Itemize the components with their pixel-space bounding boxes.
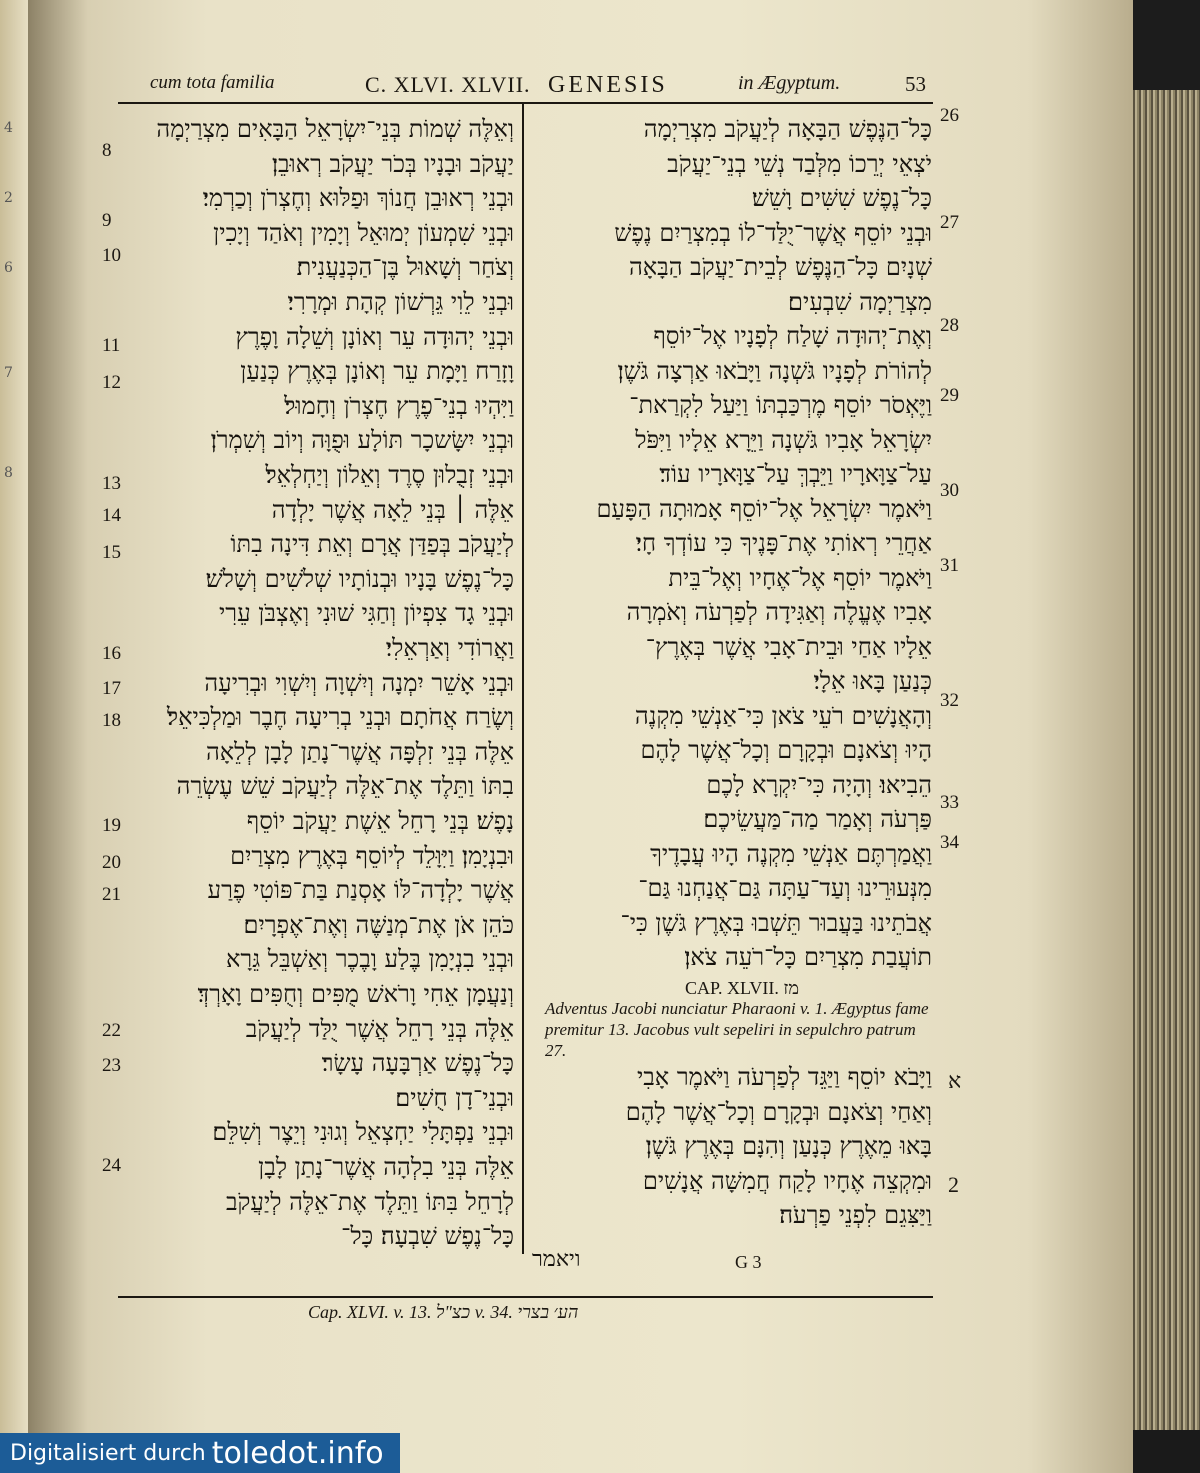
verse-number: א: [948, 1068, 962, 1093]
verse-number: 33: [940, 792, 959, 813]
left-text-column: [118, 112, 514, 1282]
text-line: וַיֶּאְסֹר יוֹסֵף מֶרְכַּבְתּוֹ וַיַּעַל לִקְרַאת־: [629, 391, 932, 419]
text-line: וּבִנְיָמִן׃ וַיִּוָּלֵד לְיוֹסֵף בְּאֶרֶץ מִצְרַיִם: [230, 841, 514, 870]
verse-number: 17: [102, 678, 121, 699]
text-line: אֲבֹתֵינוּ בַּעֲבוּר תֵּשְׁבוּ בְּאֶרֶץ גֹּשֶׁן כִּי־: [620, 908, 932, 937]
footnote: Cap. XLVI. v. 13. כצ"ל v. 34. הע׳ בצרי: [308, 1302, 579, 1322]
verse-number: 32: [940, 690, 959, 711]
text-line: וּבְנֵי־דָן חֻשִׁים׃: [395, 1083, 514, 1112]
verse-number: 12: [102, 372, 121, 393]
text-line: וַאֲרוֹדִי וְאַרְאֵלִי׃: [385, 634, 514, 662]
text-line: כָּל־נֶפֶשׁ בָּנָיו וּבְנוֹתָיו שְׁלֹשִׁים וְשָׁלֹשׁ׃: [205, 564, 514, 593]
verse-number: 19: [102, 815, 121, 836]
text-line: כָּל־נֶפֶשׁ אַרְבָּעָה עָשָׂר׃: [321, 1049, 514, 1078]
facing-page-edge: 4 2 6 7 8: [0, 0, 28, 1473]
running-head-book: GENESIS: [548, 72, 668, 98]
text-line: אֵלֶּה בְּנֵי בִלְהָה אֲשֶׁר־נָתַן לָבָן: [258, 1153, 514, 1181]
text-line: וְאֶת־יְהוּדָה שָׁלַח לְפָנָיו אֶל־יוֹסֵף: [653, 322, 932, 350]
text-line: וּבְנֵי בִנְיָמִן בֶּלַע וָבֶכֶר וְאַשְׁבֵּל גֵּרָא: [226, 945, 514, 974]
text-line: אָבִיו אֶעֱלֶה וְאַגִּידָה לְפַרְעֹה וְאֹמְרָה: [626, 598, 932, 626]
text-line: וְנַעֲמָן אֵחִי וָרֹאשׁ מֻפִּים וְחֻפִּים וָאָרְדְּ׃: [197, 980, 514, 1008]
text-line: אֵלֶּה בְּנֵי רָחֵל אֲשֶׁר יֻלַּד לְיַעֲקֹב: [245, 1014, 514, 1043]
verse-number: 9: [102, 210, 112, 231]
text-line: וְצֹחַר וְשָׁאוּל בֶּן־הַכְּנַעֲנִית׃: [296, 253, 514, 282]
text-line: אֲשֶׁר יָלְדָה־לּוֹ אָסְנַת בַּת־פּוֹטִי פֶרַע: [207, 876, 514, 905]
text-line: מִנְּעוּרֵינוּ וְעַד־עַתָּה גַּם־אֲנַחְנוּ גַּם־: [638, 874, 932, 902]
verse-number: 26: [940, 105, 959, 126]
text-line: כָּל־נֶפֶשׁ שִׁבְעָה׃ כָּל־: [341, 1222, 514, 1251]
text-line: וָזָרַח וַיָּמָת עֵר וְאוֹנָן בְּאֶרֶץ כְּנַעַן: [240, 357, 514, 386]
text-line: תוֹעֲבַת מִצְרַיִם כָּל־רֹעֵה צֹאן׃: [684, 943, 932, 971]
text-line: אֵלֶּה בְּנֵי זִלְפָּה אֲשֶׁר־נָתַן לָבָן לְלֵאָה: [205, 737, 514, 766]
digitization-watermark[interactable]: [0, 1433, 400, 1473]
signature-mark: G 3: [735, 1252, 762, 1272]
chapter-summary: Adventus Jacobi nunciatur Pharaoni v. 1. Ægyptus fame premitur 13. Jacobus vult sepeliri in sepulchro patrum 27.: [545, 999, 929, 1060]
verse-number: 27: [940, 212, 959, 233]
text-line: וְאַחַי וְצֹאנָם וּבְקָרָם וְכָל־אֲשֶׁר לָהֶם: [625, 1097, 932, 1126]
text-line: וּבְנֵי אָשֵׁר יִמְנָה וְיִשְׁוָה וְיִשְׁוִי וּבְרִיעָה: [204, 668, 514, 697]
text-line: וְהָאֲנָשִׁים רֹעֵי צֹאן כִּי־אַנְשֵׁי מִקְנֶה: [634, 701, 932, 730]
verse-number: 24: [102, 1155, 121, 1176]
text-line: אַחֲרֵי רְאוֹתִי אֶת־פָּנֶיךָ כִּי עוֹדְךָ חָי׃: [635, 529, 932, 557]
text-line: וּבְנֵי יִשָּׂשכָר תּוֹלָע וּפֻוָּה וְיוֹב וְשִׁמְרֹן׃: [210, 426, 514, 455]
text-line: אֵלָיו אַחַי וּבֵית־אָבִי אֲשֶׁר בְּאֶרֶץ־: [645, 632, 932, 661]
text-line: וּבְנֵי שִׁמְעוֹן יְמוּאֵל וְיָמִין וְאֹהַד וְיָכִין: [213, 218, 514, 247]
column-divider: [522, 104, 524, 1254]
verse-number: 30: [940, 480, 959, 501]
verse-number: 29: [940, 385, 959, 406]
watermark-prefix: Digitalisiert durch: [10, 1440, 206, 1466]
text-line: כָּל־הַנֶּפֶשׁ הַבָּאָה לְיַעֲקֹב מִצְרַיְמָה: [643, 115, 932, 143]
text-line: וּבְנֵי נַפְתָּלִי יַחְצְאֵל וְגוּנִי וְיֵצֶר וְשִׁלֵּם׃: [212, 1118, 514, 1147]
text-line: וַיָּבֹא יוֹסֵף וַיַּגֵּד לְפַרְעֹה וַיֹּאמֶר אָבִי: [636, 1063, 932, 1091]
text-line: בִתּוֹ וַתֵּלֶד אֶת־אֵלֶּה לְיַעֲקֹב שֵׁשׁ עֶשְׂרֵה: [176, 772, 514, 801]
text-line: מִצְרַיְמָה שִׁבְעִים׃: [788, 287, 932, 316]
right-text-column: [532, 112, 932, 1262]
text-line: לְיַעֲקֹב בְּפַדַּן אֲרָם וְאֵת דִּינָה בִתּוֹ: [230, 530, 514, 559]
text-line: וַאֲמַרְתֶּם אַנְשֵׁי מִקְנֶה הָיוּ עֲבָדֶיךָ: [650, 839, 932, 868]
verse-number: 2: [948, 1172, 959, 1197]
footer-rule: [118, 1296, 933, 1298]
verse-number: 8: [102, 140, 112, 161]
verse-number: 15: [102, 542, 121, 563]
verse-number: 23: [102, 1055, 121, 1076]
text-line: עַל־צַוָּארָיו וַיֵּבְךְּ עַל־צַוָּארָיו עוֹד׃: [659, 460, 932, 488]
text-line: יַעֲקֹב וּבָנָיו בְּכֹר יַעֲקֹב רְאוּבֵן׃: [271, 149, 514, 178]
page-number: 53: [905, 72, 926, 96]
verse-number: 28: [940, 315, 959, 336]
header-rule: [118, 102, 933, 104]
text-line: וּבְנֵי גָד צִפְיוֹן וְחַגִּי שׁוּנִי וְאֶצְבֹּן עֵרִי: [219, 599, 514, 628]
text-line: וּבְנֵי רְאוּבֵן חֲנוֹךְ וּפַלּוּא וְחֶצְרֹן וְכַרְמִי׃: [202, 184, 514, 213]
text-line: פַּרְעֹה וְאָמַר מַה־מַּעֲשֵׂיכֶם׃: [703, 805, 932, 833]
text-line: לְרָחֵל בִּתּוֹ וַתֵּלֶד אֶת־אֵלֶּה לְיַעֲקֹב: [225, 1187, 514, 1216]
verse-number: 14: [102, 505, 121, 526]
watermark-site-link[interactable]: toledot.info: [211, 1435, 384, 1471]
text-line: הָיוּ וְצֹאנָם וּבְקָרָם וְכָל־אֲשֶׁר לָהֶם: [640, 736, 932, 764]
text-line: וַיֹּאמֶר יִשְׂרָאֵל אֶל־יוֹסֵף אָמוּתָה הַפָּעַם: [596, 494, 932, 523]
text-line: כָּל־נֶפֶשׁ שִׁשִּׁים וָשֵׁשׁ׃: [751, 184, 932, 212]
verse-number: 31: [940, 555, 959, 576]
running-head-right: in Ægyptum.: [738, 72, 841, 94]
verse-number: 34: [940, 832, 959, 853]
text-line: וּמִקְצֵה אֶחָיו לָקַח חֲמִשָּׁה אֲנָשִׁים: [642, 1166, 932, 1195]
running-head-chapters: C. XLVI. XLVII.: [365, 72, 531, 97]
text-line: נָפֶשׁ׃ בְּנֵי רָחֵל אֵשֶׁת יַעֲקֹב יוֹסֵף: [246, 807, 514, 835]
page-edges: [1133, 90, 1200, 1430]
text-line: הֵבִיאוּ׃ וְהָיָה כִּי־יִקְרָא לָכֶם: [706, 770, 932, 799]
text-line: וְשֶׂרַח אֲחֹתָם וּבְנֵי בְרִיעָה חֶבֶר וּמַלְכִּיאֵל׃: [166, 703, 514, 732]
text-line: יִשְׂרָאֵל אָבִיו גֹּשְׁנָה וַיֵּרָא אֵלָיו וַיִּפֹּל: [635, 425, 932, 454]
running-head-left: cum tota familia: [150, 72, 275, 93]
text-line: וּבְנֵי לֵוִי גֵּרְשׁוֹן קְהָת וּמְרָרִי׃: [287, 288, 514, 316]
text-line: וּבְנֵי זְבֻלוּן סֶרֶד וְאֵלוֹן וְיַחְלְאֵל׃: [265, 461, 514, 489]
background: [1133, 0, 1200, 90]
text-line: שְׁנָיִם כָּל־הַנֶּפֶשׁ לְבֵית־יַעֲקֹב הַבָּאָה: [628, 253, 932, 281]
text-line: יֹצְאֵי יְרֵכוֹ מִלְּבַד נְשֵׁי בְנֵי־יַעֲקֹב: [667, 149, 932, 178]
verse-number: 11: [102, 335, 121, 356]
verse-number: 22: [102, 1020, 121, 1041]
text-line: וַיִּהְיוּ בְנֵי־פֶרֶץ חֶצְרֹן וְחָמוּל׃: [284, 391, 514, 420]
verse-number: 10: [102, 245, 121, 266]
verse-number: 16: [102, 643, 121, 664]
text-line: וַיֹּאמֶר יוֹסֵף אֶל־אֶחָיו וְאֶל־בֵּית: [668, 563, 932, 592]
text-line: כְּנַעַן בָּאוּ אֵלָי׃: [813, 667, 932, 695]
text-line: וְאֵלֶּה שְׁמוֹת בְּנֵי־יִשְׂרָאֵל הַבָּאִים מִצְרַיְמָה: [156, 115, 514, 143]
text-line: בָּאוּ מֵאֶרֶץ כְּנָעַן וְהִנָּם בְּאֶרֶץ גֹּשֶׁן׃: [645, 1132, 932, 1160]
text-line: לְהוֹרֹת לְפָנָיו גֹּשְׁנָה וַיָּבֹאוּ אַרְצָה גֹּשֶׁן׃: [617, 356, 932, 385]
text-line: וּבְנֵי יְהוּדָה עֵר וְאוֹנָן וְשֵׁלָה וָפֶרֶץ: [235, 322, 514, 351]
chapter-heading: CAP. XLVII. מז: [685, 978, 800, 998]
catchword: ויאמר: [532, 1247, 581, 1272]
verse-number: 13: [102, 473, 121, 494]
verse-number: 21: [102, 884, 121, 905]
text-line: כֹּהֵן אֹן אֶת־מְנַשֶּׁה וְאֶת־אֶפְרָיִם׃: [243, 910, 514, 939]
text-line: וּבְנֵי יוֹסֵף אֲשֶׁר־יֻלַּד־לוֹ בְמִצְרַיִם נֶפֶשׁ: [614, 218, 932, 247]
verse-number: 20: [102, 852, 121, 873]
verse-number: 18: [102, 710, 121, 731]
text-line: וַיַּצִּגֵם לִפְנֵי פַרְעֹה׃: [779, 1201, 932, 1229]
text-line: אֵלֶּה ׀ בְּנֵי לֵאָה אֲשֶׁר יָלְדָה: [271, 495, 514, 524]
